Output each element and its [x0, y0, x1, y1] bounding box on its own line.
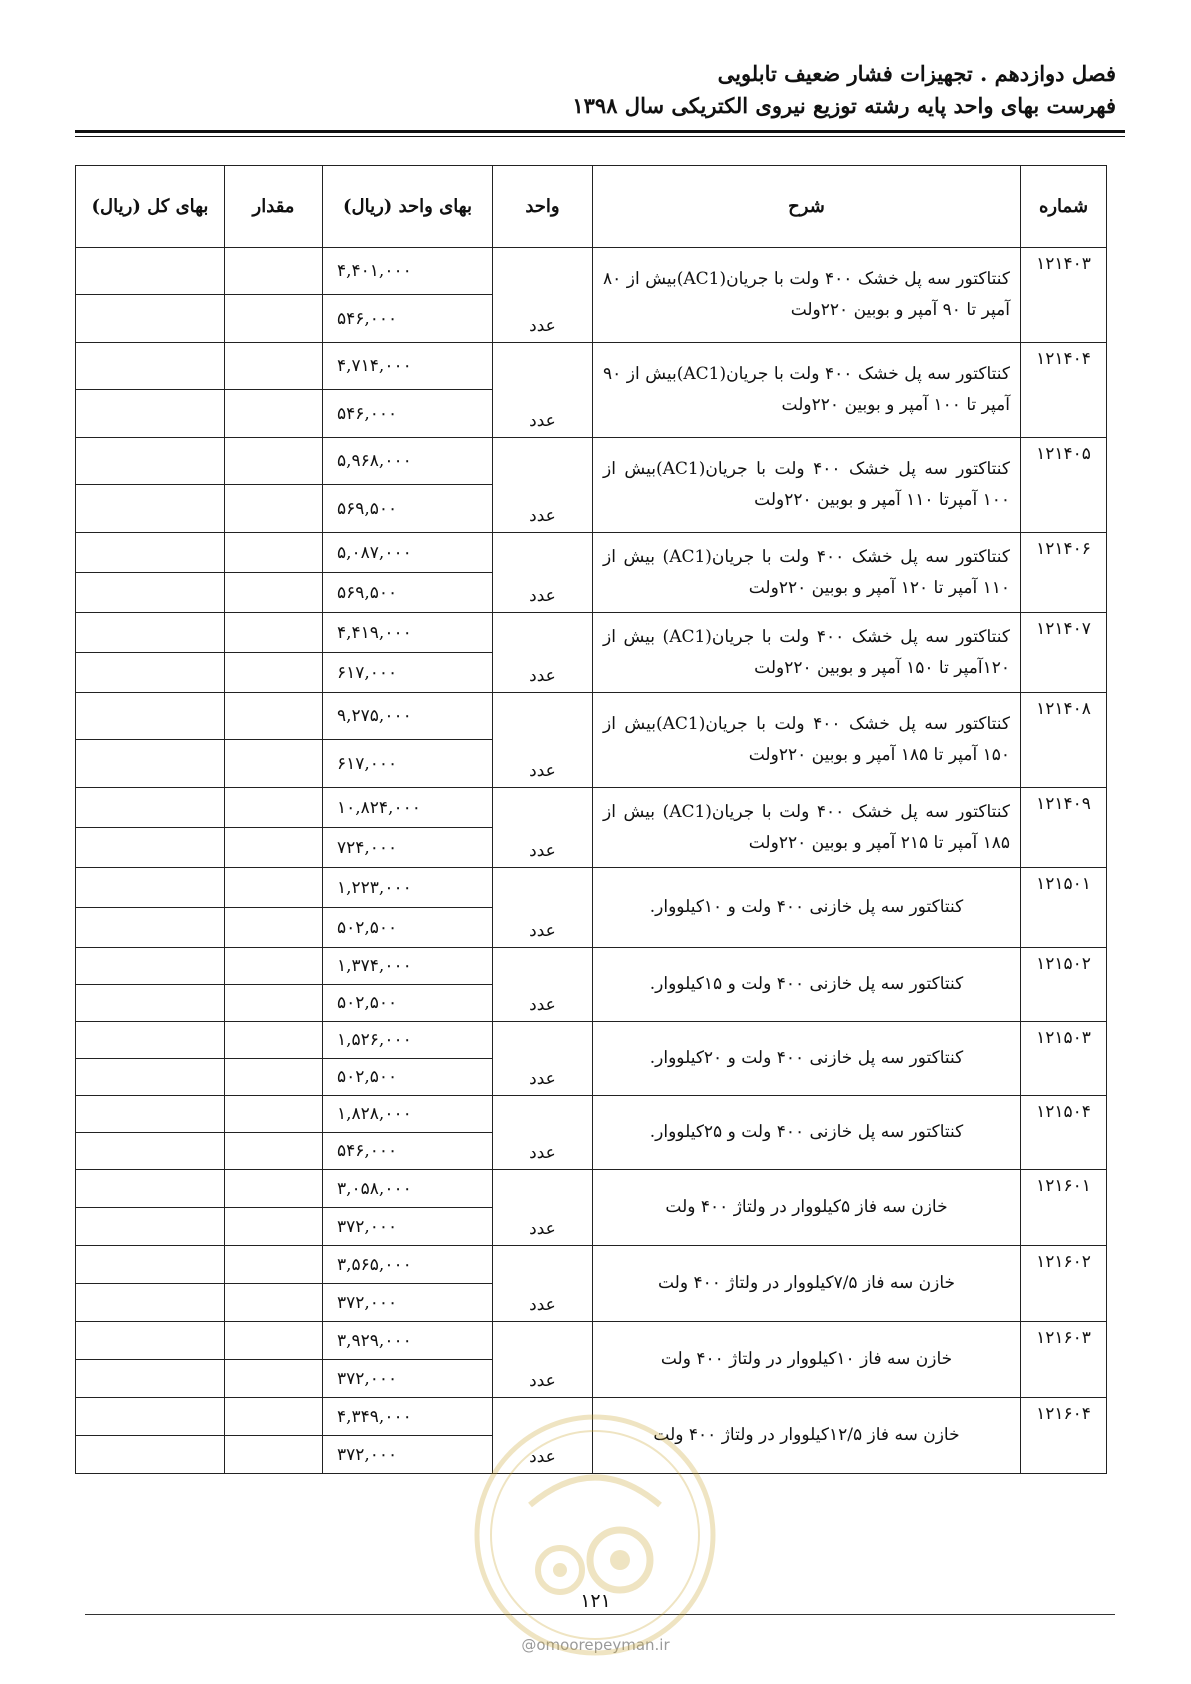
- item-unit-price-primary: ۱,۳۷۴,۰۰۰: [323, 948, 493, 985]
- item-quantity-cell: [225, 295, 323, 343]
- item-quantity-cell: [225, 390, 323, 438]
- item-quantity-cell: [225, 1096, 323, 1133]
- item-code: ۱۲۱۵۰۲: [1021, 948, 1107, 1022]
- item-total-cell: [76, 438, 225, 485]
- item-total-cell: [76, 613, 225, 653]
- item-description: کنتاکتور سه پل خشک ۴۰۰ ولت با جریان(AC1)بیش از ۱۵۰ آمپر تا ۱۸۵ آمپر و بوبین ۲۲۰ولت: [593, 693, 1021, 788]
- item-code: ۱۲۱۵۰۳: [1021, 1022, 1107, 1096]
- item-unit-price-secondary: ۶۱۷,۰۰۰: [323, 653, 493, 693]
- item-unit-price-primary: ۹,۲۷۵,۰۰۰: [323, 693, 493, 740]
- item-quantity-cell: [225, 1059, 323, 1096]
- item-total-cell: [76, 1360, 225, 1398]
- item-code: ۱۲۱۴۰۳: [1021, 248, 1107, 343]
- item-description: کنتاکتور سه پل خشک ۴۰۰ ولت با جریان(AC1)بیش از ۹۰ آمپر تا ۱۰۰ آمپر و بوبین ۲۲۰ولت: [593, 343, 1021, 438]
- item-unit-price-primary: ۱,۸۲۸,۰۰۰: [323, 1096, 493, 1133]
- item-code: ۱۲۱۶۰۱: [1021, 1170, 1107, 1246]
- item-total-cell: [76, 693, 225, 740]
- header-description: شرح: [593, 166, 1021, 248]
- item-quantity-cell: [225, 653, 323, 693]
- item-quantity-cell: [225, 573, 323, 613]
- page-header: [66, 58, 1116, 122]
- item-total-cell: [76, 1022, 225, 1059]
- item-unit: عدد: [493, 1022, 593, 1096]
- table-row: [76, 1096, 1107, 1133]
- item-description: کنتاکتور سه پل خازنی ۴۰۰ ولت و ۱۰کیلووار.: [593, 868, 1021, 948]
- item-description: کنتاکتور سه پل خشک ۴۰۰ ولت با جریان(AC1) بیش از ۱۲۰آمپر تا ۱۵۰ آمپر و بوبین ۲۲۰ولت: [593, 613, 1021, 693]
- item-unit: عدد: [493, 1096, 593, 1170]
- item-total-cell: [76, 985, 225, 1022]
- table-row: [76, 438, 1107, 485]
- item-total-cell: [76, 740, 225, 788]
- item-code: ۱۲۱۴۰۶: [1021, 533, 1107, 613]
- item-total-cell: [76, 908, 225, 948]
- item-unit-price-primary: ۳,۵۶۵,۰۰۰: [323, 1246, 493, 1284]
- table-header-row: [76, 166, 1107, 248]
- item-unit: عدد: [493, 1246, 593, 1322]
- item-description: خازن سه فاز ۱۰کیلووار در ولتاژ ۴۰۰ ولت: [593, 1322, 1021, 1398]
- table-body: [76, 248, 1107, 1474]
- table-row: [76, 343, 1107, 390]
- item-description: کنتاکتور سه پل خشک ۴۰۰ ولت با جریان(AC1)بیش از ۸۰ آمپر تا ۹۰ آمپر و بوبین ۲۲۰ولت: [593, 248, 1021, 343]
- item-unit: عدد: [493, 438, 593, 533]
- item-unit-price-secondary: ۵۴۶,۰۰۰: [323, 390, 493, 438]
- table-row: [76, 613, 1107, 653]
- item-quantity-cell: [225, 485, 323, 533]
- table-row: [76, 693, 1107, 740]
- item-total-cell: [76, 653, 225, 693]
- item-total-cell: [76, 1246, 225, 1284]
- item-total-cell: [76, 390, 225, 438]
- header-total: بهای کل (ریال): [76, 166, 225, 248]
- item-quantity-cell: [225, 1322, 323, 1360]
- item-unit: عدد: [493, 613, 593, 693]
- item-unit-price-secondary: ۳۷۲,۰۰۰: [323, 1284, 493, 1322]
- item-unit: عدد: [493, 1322, 593, 1398]
- item-total-cell: [76, 1322, 225, 1360]
- item-description: خازن سه فاز ۱۲/۵کیلووار در ولتاژ ۴۰۰ ولت: [593, 1398, 1021, 1474]
- item-code: ۱۲۱۴۰۹: [1021, 788, 1107, 868]
- item-total-cell: [76, 1398, 225, 1436]
- item-description: کنتاکتور سه پل خشک ۴۰۰ ولت با جریان(AC1) بیش از ۱۱۰ آمپر تا ۱۲۰ آمپر و بوبین ۲۲۰ولت: [593, 533, 1021, 613]
- item-unit: عدد: [493, 1170, 593, 1246]
- header-code: شماره: [1021, 166, 1107, 248]
- header-unit: واحد: [493, 166, 593, 248]
- document-subtitle: فهرست بهای واحد پایه رشته توزیع نیروی الکتریکی سال ۱۳۹۸: [572, 93, 1116, 118]
- table-row: [76, 788, 1107, 828]
- item-description: کنتاکتور سه پل خازنی ۴۰۰ ولت و ۲۵کیلووار.: [593, 1096, 1021, 1170]
- item-total-cell: [76, 828, 225, 868]
- item-total-cell: [76, 295, 225, 343]
- item-unit: عدد: [493, 868, 593, 948]
- website-watermark: @omoorepeyman.ir: [521, 1636, 670, 1654]
- item-total-cell: [76, 1208, 225, 1246]
- item-unit-price-primary: ۴,۴۰۱,۰۰۰: [323, 248, 493, 295]
- item-unit-price-secondary: ۵۰۲,۵۰۰: [323, 908, 493, 948]
- table-row: [76, 948, 1107, 985]
- item-code: ۱۲۱۴۰۴: [1021, 343, 1107, 438]
- table-row: [76, 1246, 1107, 1284]
- item-unit: عدد: [493, 343, 593, 438]
- item-total-cell: [76, 485, 225, 533]
- item-total-cell: [76, 343, 225, 390]
- item-quantity-cell: [225, 828, 323, 868]
- item-total-cell: [76, 1284, 225, 1322]
- item-quantity-cell: [225, 1246, 323, 1284]
- chapter-title: فصل دوازدهم . تجهیزات فشار ضعیف تابلویی: [717, 61, 1116, 86]
- item-unit-price-secondary: ۵۴۶,۰۰۰: [323, 1133, 493, 1170]
- header-quantity: مقدار: [225, 166, 323, 248]
- item-code: ۱۲۱۵۰۱: [1021, 868, 1107, 948]
- item-quantity-cell: [225, 1360, 323, 1398]
- item-unit-price-primary: ۱۰,۸۲۴,۰۰۰: [323, 788, 493, 828]
- item-unit-price-primary: ۵,۰۸۷,۰۰۰: [323, 533, 493, 573]
- item-description: کنتاکتور سه پل خشک ۴۰۰ ولت با جریان(AC1) بیش از ۱۸۵ آمپر تا ۲۱۵ آمپر و بوبین ۲۲۰ولت: [593, 788, 1021, 868]
- item-unit-price-primary: ۴,۷۱۴,۰۰۰: [323, 343, 493, 390]
- item-unit-price-secondary: ۳۷۲,۰۰۰: [323, 1436, 493, 1474]
- item-quantity-cell: [225, 1022, 323, 1059]
- item-code: ۱۲۱۴۰۸: [1021, 693, 1107, 788]
- item-unit-price-primary: ۱,۵۲۶,۰۰۰: [323, 1022, 493, 1059]
- item-quantity-cell: [225, 788, 323, 828]
- item-unit-price-secondary: ۳۷۲,۰۰۰: [323, 1208, 493, 1246]
- item-quantity-cell: [225, 693, 323, 740]
- item-total-cell: [76, 1436, 225, 1474]
- item-quantity-cell: [225, 1208, 323, 1246]
- item-code: ۱۲۱۶۰۴: [1021, 1398, 1107, 1474]
- header-rule-thin: [75, 136, 1125, 137]
- footer-rule: [85, 1614, 1115, 1615]
- item-total-cell: [76, 868, 225, 908]
- item-quantity-cell: [225, 1436, 323, 1474]
- item-quantity-cell: [225, 948, 323, 985]
- table-row: [76, 533, 1107, 573]
- item-unit-price-primary: ۳,۰۵۸,۰۰۰: [323, 1170, 493, 1208]
- item-quantity-cell: [225, 740, 323, 788]
- item-description: کنتاکتور سه پل خشک ۴۰۰ ولت با جریان(AC1)بیش از ۱۰۰ آمپرتا ۱۱۰ آمپر و بوبین ۲۲۰ولت: [593, 438, 1021, 533]
- item-unit-price-secondary: ۵۶۹,۵۰۰: [323, 573, 493, 613]
- item-unit: عدد: [493, 693, 593, 788]
- item-code: ۱۲۱۴۰۷: [1021, 613, 1107, 693]
- item-unit: عدد: [493, 788, 593, 868]
- item-total-cell: [76, 948, 225, 985]
- item-quantity-cell: [225, 248, 323, 295]
- item-total-cell: [76, 1170, 225, 1208]
- item-total-cell: [76, 1059, 225, 1096]
- item-quantity-cell: [225, 533, 323, 573]
- item-quantity-cell: [225, 1170, 323, 1208]
- header-rule-thick: [75, 130, 1125, 133]
- item-unit-price-primary: ۱,۲۲۳,۰۰۰: [323, 868, 493, 908]
- item-unit-price-secondary: ۵۴۶,۰۰۰: [323, 295, 493, 343]
- item-quantity-cell: [225, 1133, 323, 1170]
- item-description: خازن سه فاز ۷/۵کیلووار در ولتاژ ۴۰۰ ولت: [593, 1246, 1021, 1322]
- table-row: [76, 1322, 1107, 1360]
- item-unit-price-secondary: ۵۶۹,۵۰۰: [323, 485, 493, 533]
- item-unit: عدد: [493, 248, 593, 343]
- item-total-cell: [76, 1133, 225, 1170]
- price-table: [75, 165, 1107, 1474]
- item-code: ۱۲۱۵۰۴: [1021, 1096, 1107, 1170]
- item-unit-price-secondary: ۵۰۲,۵۰۰: [323, 985, 493, 1022]
- table-row: [76, 868, 1107, 908]
- item-unit: عدد: [493, 533, 593, 613]
- table-row: [76, 1398, 1107, 1436]
- item-quantity-cell: [225, 868, 323, 908]
- item-quantity-cell: [225, 613, 323, 653]
- table-row: [76, 1170, 1107, 1208]
- item-quantity-cell: [225, 343, 323, 390]
- table-row: [76, 248, 1107, 295]
- page-number: ۱۲۱: [580, 1590, 611, 1612]
- item-quantity-cell: [225, 438, 323, 485]
- item-unit-price-primary: ۵,۹۶۸,۰۰۰: [323, 438, 493, 485]
- item-description: خازن سه فاز ۵کیلووار در ولتاژ ۴۰۰ ولت: [593, 1170, 1021, 1246]
- item-total-cell: [76, 1096, 225, 1133]
- item-code: ۱۲۱۶۰۲: [1021, 1246, 1107, 1322]
- item-description: کنتاکتور سه پل خازنی ۴۰۰ ولت و ۲۰کیلووار.: [593, 1022, 1021, 1096]
- item-code: ۱۲۱۶۰۳: [1021, 1322, 1107, 1398]
- item-quantity-cell: [225, 1398, 323, 1436]
- table-row: [76, 1022, 1107, 1059]
- item-description: کنتاکتور سه پل خازنی ۴۰۰ ولت و ۱۵کیلووار.: [593, 948, 1021, 1022]
- item-unit-price-primary: ۴,۴۱۹,۰۰۰: [323, 613, 493, 653]
- item-total-cell: [76, 533, 225, 573]
- item-unit-price-secondary: ۶۱۷,۰۰۰: [323, 740, 493, 788]
- item-unit-price-primary: ۳,۹۲۹,۰۰۰: [323, 1322, 493, 1360]
- item-quantity-cell: [225, 1284, 323, 1322]
- header-unit-price: بهای واحد (ریال): [323, 166, 493, 248]
- item-unit: عدد: [493, 948, 593, 1022]
- item-unit-price-secondary: ۷۲۴,۰۰۰: [323, 828, 493, 868]
- item-total-cell: [76, 573, 225, 613]
- item-unit: عدد: [493, 1398, 593, 1474]
- item-unit-price-secondary: ۵۰۲,۵۰۰: [323, 1059, 493, 1096]
- item-total-cell: [76, 788, 225, 828]
- item-code: ۱۲۱۴۰۵: [1021, 438, 1107, 533]
- item-quantity-cell: [225, 985, 323, 1022]
- item-quantity-cell: [225, 908, 323, 948]
- item-unit-price-primary: ۴,۳۴۹,۰۰۰: [323, 1398, 493, 1436]
- item-total-cell: [76, 248, 225, 295]
- item-unit-price-secondary: ۳۷۲,۰۰۰: [323, 1360, 493, 1398]
